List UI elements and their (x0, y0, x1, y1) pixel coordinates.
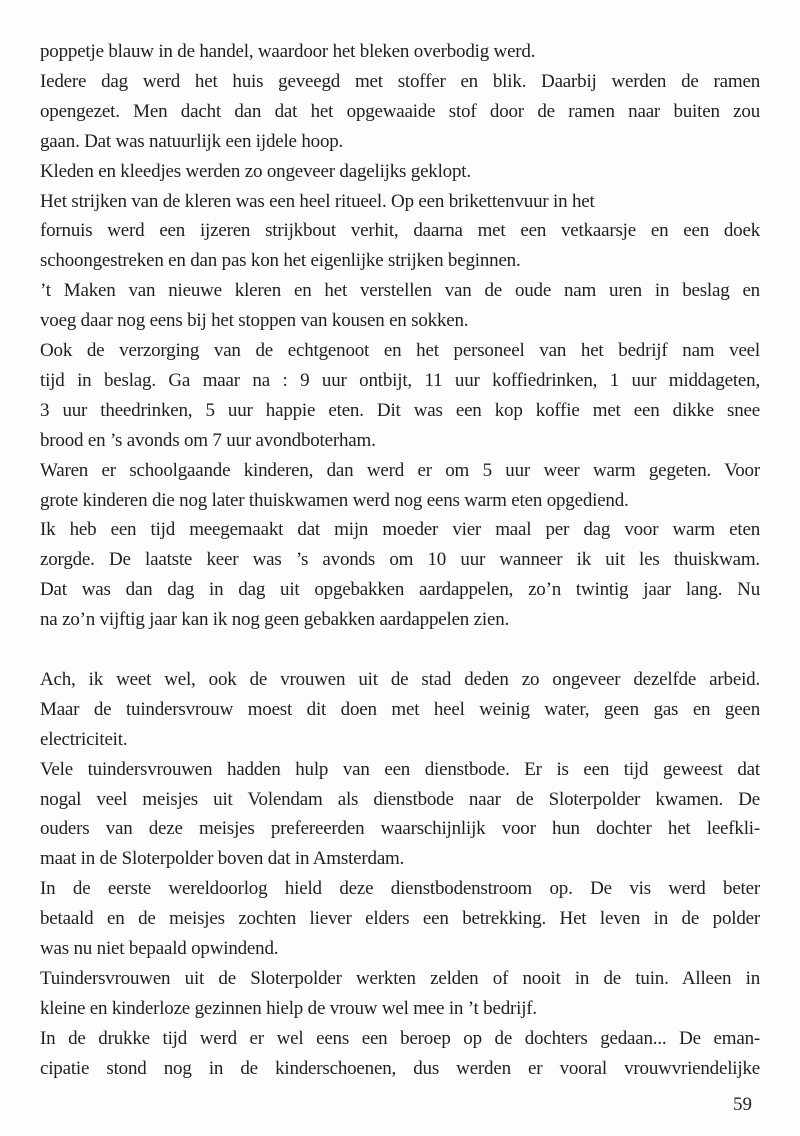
text-line: Ook de verzorging van de echtgenoot en het personeel van het bedrijf nam veel (40, 340, 760, 361)
text-line: 3 uur theedrinken, 5 uur happie eten. Dit was een kop koffie met een dikke snee (40, 399, 760, 421)
text-line: Waren er schoolgaande kinderen, dan werd er om 5 uur weer warm gegeten. Voor (40, 459, 760, 481)
text-line: kleine en kinderloze gezinnen hielp de vrouw wel mee in ’t bedrijf. (40, 997, 537, 1019)
text-line: Dat was dan dag in dag uit opgebakken aardappelen, zo’n twintig jaar lang. Nu (40, 579, 760, 601)
text-line: Vele tuindersvrouwen hadden hulp van een dienstbode. Er is een tijd geweest dat (40, 758, 760, 780)
text-line: zorgde. De laatste keer was ’s avonds om 10 uur wanneer ik uit les thuiskwam. (40, 549, 760, 571)
text-line: poppetje blauw in de handel, waardoor het bleken overbodig werd. (40, 41, 536, 62)
text-line: Ik heb een tijd meegemaakt dat mijn moeder vier maal per dag voor warm eten (40, 519, 760, 541)
text-line: Het strijken van de kleren was een heel ritueel. Op een brikettenvuur in het (40, 190, 595, 212)
text-line: maat in de Sloterpolder boven dat in Amsterdam. (40, 848, 405, 870)
text-line: gaan. Dat was natuurlijk een ijdele hoop. (40, 130, 344, 152)
page-number: 59 (733, 1094, 752, 1115)
text-line: In de drukke tijd werd er wel eens een beroep op de dochters gedaan... De eman- (40, 1027, 760, 1049)
text-line: tijd in beslag. Ga maar na : 9 uur ontbijt, 11 uur koffiedrinken, 1 uur middageten, (40, 369, 760, 391)
text-line: fornuis werd een ijzeren strijkbout verhit, daarna met een vetkaarsje en een doek (40, 220, 760, 242)
text-line: In de eerste wereldoorlog hield deze dienstbodenstroom op. De vis werd beter (40, 878, 760, 900)
text-line: was nu niet bepaald opwindend. (40, 938, 279, 959)
text-line: voeg daar nog eens bij het stoppen van kousen en sokken. (40, 310, 469, 332)
text-line: na zo’n vijftig jaar kan ik nog geen gebakken aardappelen zien. (40, 609, 510, 631)
text-line: Iedere dag werd het huis geveegd met stoffer en blik. Daarbij werden de ramen (40, 70, 760, 92)
text-line: schoongestreken en dan pas kon het eigenlijke strijken beginnen. (40, 250, 521, 272)
text-line: electriciteit. (40, 728, 128, 750)
text-line: Ach, ik weet wel, ook de vrouwen uit de stad deden zo ongeveer dezelfde arbeid. (40, 668, 760, 690)
text-line: nogal veel meisjes uit Volendam als dienstbode naar de Sloterpolder kwamen. De (40, 788, 760, 810)
text-line: Tuindersvrouwen uit de Sloterpolder werkten zelden of nooit in de tuin. Alleen in (40, 967, 760, 989)
text-line: ouders van deze meisjes prefereerden waarschijnlijk voor hun dochter het leefkli- (40, 818, 760, 840)
text-line: grote kinderen die nog later thuiskwamen werd nog eens warm eten opgediend. (40, 489, 629, 511)
text-line: opengezet. Men dacht dan dat het opgewaaide stof door de ramen naar buiten zou (40, 100, 760, 122)
text-line: Kleden en kleedjes werden zo ongeveer dagelijks geklopt. (40, 160, 471, 182)
text-line: betaald en de meisjes zochten liever elders een betrekking. Het leven in de polder (40, 908, 760, 930)
text-line: ’t Maken van nieuwe kleren en het verstellen van de oude nam uren in beslag en (40, 280, 760, 302)
text-line: Maar de tuindersvrouw moest dit doen met heel weinig water, geen gas en geen (40, 698, 760, 720)
text-line: cipatie stond nog in de kinderschoenen, dus werden er vooral vrouwvriendelijke (40, 1057, 760, 1079)
text-line: brood en ’s avonds om 7 uur avondboterham. (40, 429, 376, 451)
